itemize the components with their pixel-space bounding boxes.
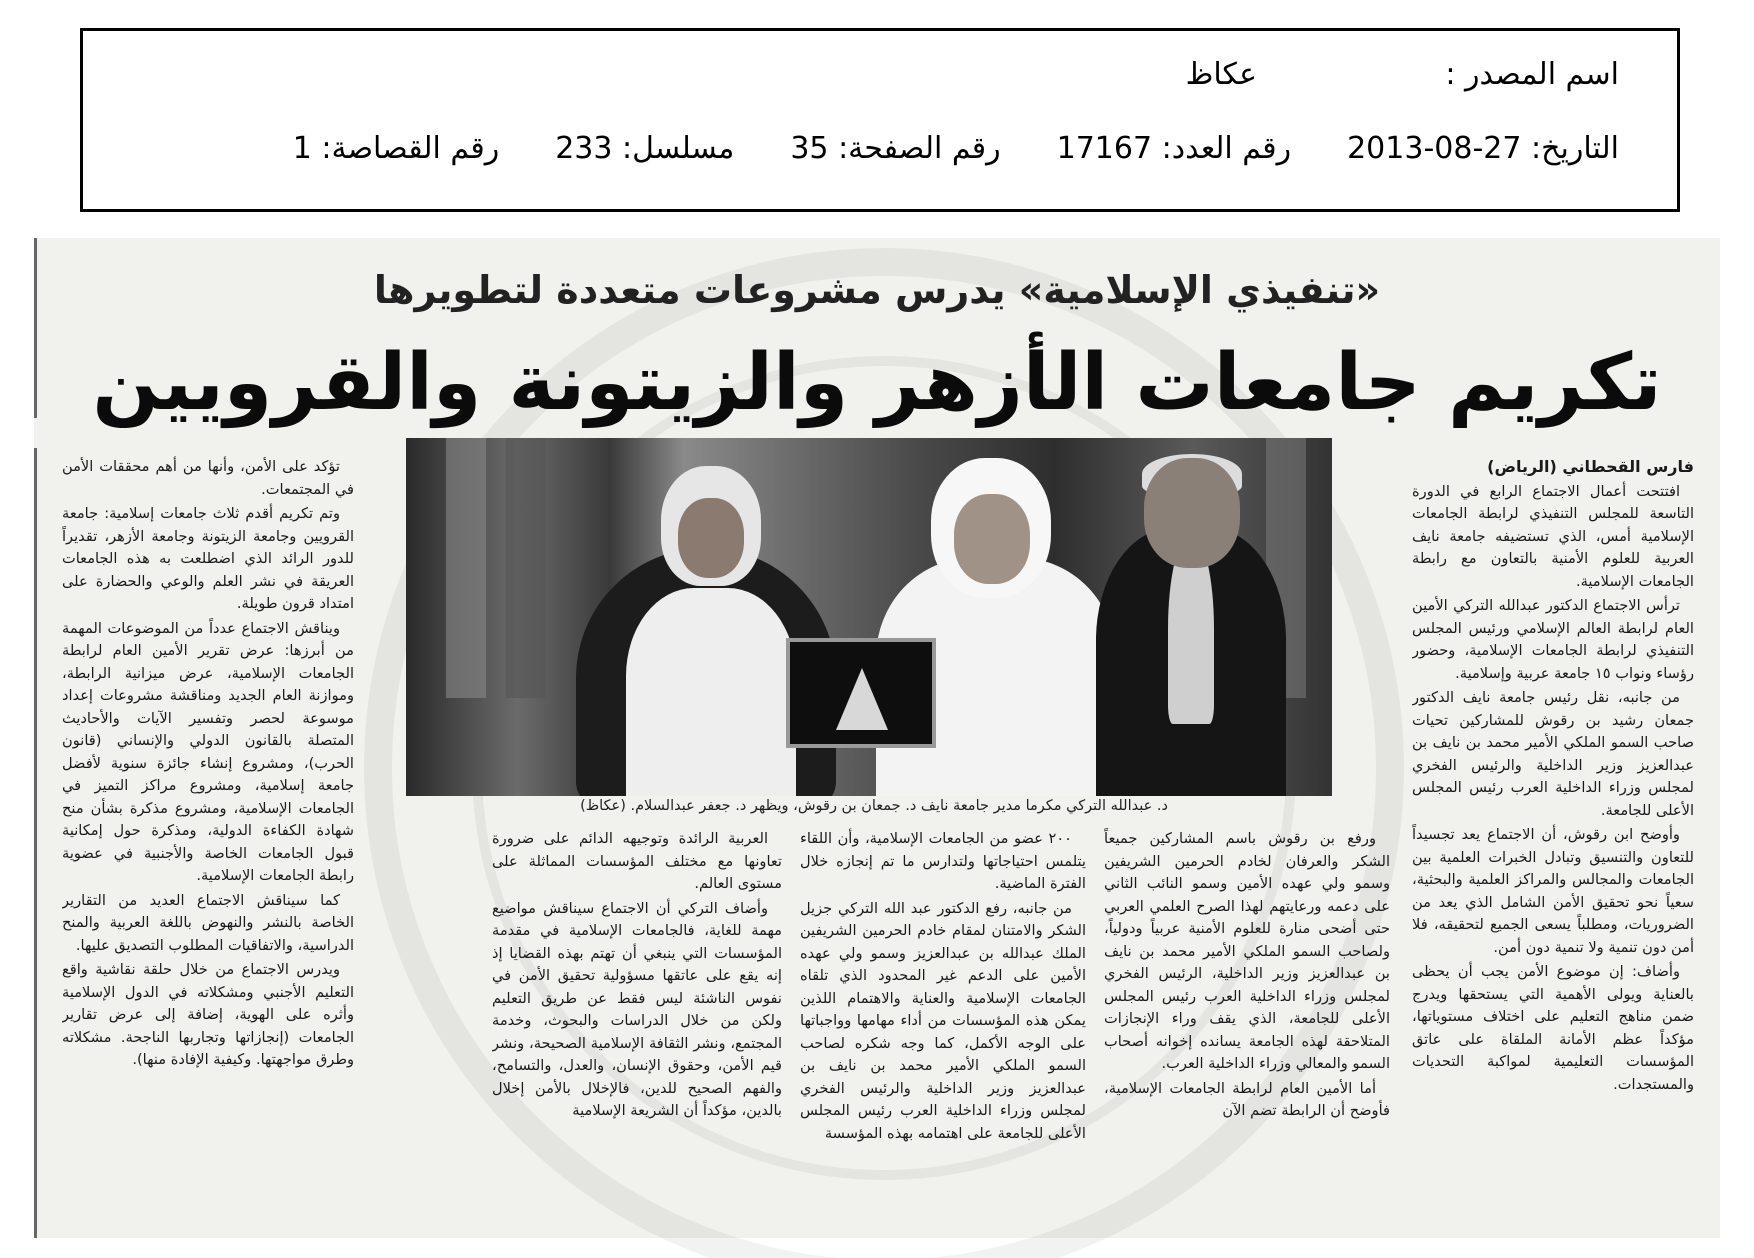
paragraph: ورفع بن رقوش باسم المشاركين جميعاً الشكر والعرفان لخادم الحرمين الشريفين وسمو ولي عهده الأمين وسمو النائب الثاني على دعمه ورعايتهم لهذا الصرح العلمي العربي حتى أضحى منارة للعلوم الأمنية عربياً ودولياً، ولصاحب السمو الملكي الأمير محمد بن نايف بن عبدالعزيز وزير الداخلية، الرئيس الفخري لمجلس وزراء الداخلية العرب رئيس المجلس الأعلى للجامعة، الذي يقف وراء الإنجازات المتلاحقة لهذه الجامعة يسانده إخوانه أصحاب السمو والمعالي وزراء الداخلية العرب. — [1104, 830, 1390, 1072]
article-column-left-mid — [492, 828, 782, 1228]
award-trophy — [836, 668, 888, 730]
paragraph: وتم تكريم أقدم ثلاث جامعات إسلامية: جامعة القرويين وجامعة الزيتونة وجامعة الأزهر، تقديراً للدور الرائد الذي اضطلعت به هذه الجامعات العريقة في نشر العلم والوعي والحضارة على امتداد قرون طويلة. — [62, 505, 354, 612]
newspaper-clipping — [34, 238, 1720, 1238]
margin-rule — [34, 448, 37, 1238]
article-column-right — [1412, 456, 1694, 1236]
issue-field: رقم العدد: 17167 — [1056, 131, 1292, 166]
paragraph: ٢٠٠ عضو من الجامعات الإسلامية، وأن اللقاء يتلمس احتياجاتها ولتدارس ما تم إنجازه خلال الفترة الماضية. — [800, 830, 1086, 892]
source-label: اسم المصدر : — [1445, 57, 1619, 92]
paragraph: ترأس الاجتماع الدكتور عبدالله التركي الأمين العام لرابطة العالم الإسلامي ورئيس المجلس التنفيذي لرابطة الجامعات الإسلامية، وحضور رؤساء ونواب ١٥ جامعة عربية وإسلامية. — [1412, 597, 1694, 682]
paragraph: افتتحت أعمال الاجتماع الرابع في الدورة التاسعة للمجلس التنفيذي لرابطة الجامعات الإسلامية أمس، الذي تستضيفه جامعة نايف العربية للعلوم الأمنية بالتعاون مع رابطة الجامعات الإسلامية. — [1412, 482, 1694, 590]
paragraph: وأوضح ابن رقوش، أن الاجتماع يعد تجسيداً للتعاون والتنسيق وتبادل الخبرات العلمية بين الجامعات والمجالس والمراكز العلمية والبحثية، سعياً نحو تحقيق الأمن الشامل الذي يعد من الضروريات، ومطلباً يسعى الجميع لتحقيقه، فلا أمن دون تنمية ولا تنمية دون أمن. — [1412, 826, 1694, 956]
paragraph: وأضاف التركي أن الاجتماع سيناقش مواضيع مهمة للغاية، فالجامعات الإسلامية في مقدمة المؤسسات التي ينبغي أن تهتم بهذه القضايا إذ إنه يقع على عاتقها مسؤولية تحقيق الأمن في نفوس الناشئة ليس فقط عن طريق التعليم ولكن من خلال الدراسات والبحوث، وخدمة المجتمع، ونشر الثقافة الإسلامية الصحيحة، ونشر قيم الأمن، وحقوق الإنسان، والعدل، والتسامح، والفهم الصحيح للدين، فالإخلال بالأمن إخلال بالدين، مؤكداً أن الشريعة الإسلامية — [492, 899, 782, 1119]
article-column-mid-right — [1104, 828, 1390, 1228]
source-info-box — [80, 28, 1680, 212]
article-column-mid-left — [800, 828, 1086, 1228]
paragraph: العربية الرائدة وتوجيهه الدائم على ضرورة تعاونها مع مختلف المؤسسات المماثلة على مستوى العالم. — [492, 830, 782, 892]
paragraph: أما الأمين العام لرابطة الجامعات الإسلامية، فأوضح أن الرابطة تضم الآن — [1104, 1079, 1390, 1119]
date-field: التاريخ: 27-08-2013 — [1347, 131, 1619, 166]
paragraph: وأضاف: إن موضوع الأمن يجب أن يحظى بالعناية ويولى الأهمية التي يستحقها ويدرج ضمن مناهج التعليم على اختلاف مستوياتها، مؤكداً عظم الأمانة الملقاة على عاتق المؤسسات التعليمية لمواكبة التحديات والمستجدات. — [1412, 963, 1694, 1093]
paragraph: من جانبه، رفع الدكتور عبد الله التركي جزيل الشكر والامتنان لمقام خادم الحرمين الشريفين الملك عبدالله بن عبدالعزيز وسمو ولي عهده الأمين على الدعم غير المحدود الذي تلقاه الجامعات الإسلامية والعناية والاهتمام اللذين يمكن هذه المؤسسات من أداء مهامها وواجباتها على الوجه الأكمل، كما وجه شكره لصاحب السمو الملكي الأمير محمد بن نايف بن عبدالعزيز وزير الداخلية والرئيس الفخري لمجلس وزراء الداخلية العرب رئيس المجلس الأعلى للجامعة على اهتمامه بهذه المؤسسة — [800, 899, 1086, 1142]
article-column-left — [62, 456, 354, 1236]
paragraph: ويناقش الاجتماع عدداً من الموضوعات المهمة من أبرزها: عرض تقرير الأمين العام لرابطة الجامعات الإسلامية، عرض ميزانية الرابطة، وموازنة العام الجديد ومناقشة مشروعات إعداد موسوعة لحصر وتفسير الآيات والأحاديث المتصلة بالقانون الدولي والإنساني (قانون الحرب)، ومشروع إنشاء جائزة سنوية لأفضل جامعة إسلامية، ومشروع مراكز التميز في الجامعات الإسلامية، ومشروع مذكرة بشأن منح شهادة الكفاءة الدولية، ومذكرة حول إمكانية قبول الجامعات الخاصة والأجنبية في عضوية رابطة الجامعات الإسلامية. — [62, 619, 354, 884]
page-field: رقم الصفحة: 35 — [790, 131, 1001, 166]
paragraph: من جانبه، نقل رئيس جامعة نايف الدكتور جمعان رشيد بن رقوش للمشاركين تحيات صاحب السمو الملكي الأمير محمد بن نايف بن عبدالعزيز وزير الداخلية والرئيس الفخري لمجلس وزراء الداخلية العرب رئيس المجلس الأعلى للجامعة. — [1412, 689, 1694, 819]
article-kicker: «تنفيذي الإسلامية» يدرس مشروعات متعددة لتطويرها — [373, 268, 1381, 312]
source-value: عكاظ — [1185, 57, 1257, 92]
article-headline: تكريم جامعات الأزهر والزيتونة والقرويين — [92, 338, 1662, 428]
article-photo — [406, 438, 1332, 796]
paragraph: ويدرس الاجتماع من خلال حلقة نقاشية واقع التعليم الأجنبي ومشكلاته في الدول الإسلامية وأثره على الهوية، إضافة إلى عرض تقارير الجامعات (إنجازاتها وتجاربها الناجحة. مشكلاته وطرق مواجهتها. وكيفية الإفادة منها). — [62, 961, 354, 1068]
photo-caption: د. عبدالله التركي مكرما مدير جامعة نايف د. جمعان بن رقوش، ويظهر د. جعفر عبدالسلام. (عكاظ) — [580, 798, 1168, 814]
meta-details-row — [123, 131, 1619, 166]
paragraph: تؤكد على الأمن، وأنها من أهم محققات الأمن في المجتمعات. — [62, 458, 354, 498]
clip-number-field: رقم القصاصة: 1 — [292, 131, 500, 166]
serial-field: مسلسل: 233 — [555, 131, 735, 166]
byline: فارس القحطاني (الرياض) — [1487, 457, 1694, 476]
paragraph: كما سيناقش الاجتماع العديد من التقارير الخاصة بالنشر والنهوض باللغة العربية والمنح الدراسية، والاتفاقيات المطلوب التصديق عليها. — [62, 891, 354, 954]
